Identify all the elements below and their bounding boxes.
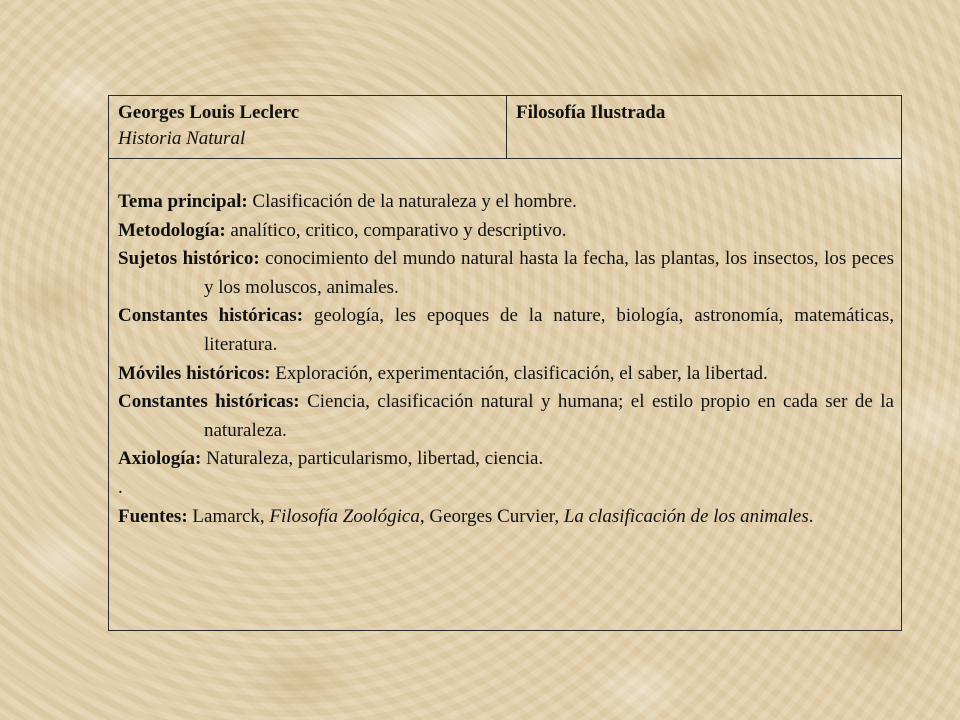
entry-constantes-historicas — [118, 302, 894, 359]
entry-label: Móviles históricos: — [118, 362, 271, 384]
entry-text: geología, les epoques de la nature, biología, astronomía, matemáticas, literatura. — [204, 305, 894, 355]
entry-text: Clasificación de la naturaleza y el hombre. — [247, 191, 577, 212]
entry-label: Axiología: — [118, 448, 202, 470]
entry-constantes-historicas-2 — [118, 388, 894, 445]
school-name: Filosofía Ilustrada — [516, 102, 666, 123]
entry-label: Sujetos histórico: — [118, 248, 260, 270]
entry-fuentes — [118, 503, 894, 532]
entry-text: Exploración, experimentación, clasificación, el saber, la libertad. — [270, 362, 768, 384]
entry-label: Tema principal: — [118, 191, 248, 212]
table-header-row — [109, 96, 901, 159]
entry-text: conocimiento del mundo natural hasta la fecha, las plantas, los insectos, los peces y los moluscos, animales. — [204, 248, 894, 298]
content-cell — [109, 159, 901, 630]
source-end: . — [808, 505, 814, 527]
entry-axiologia — [118, 445, 894, 474]
author-name: Georges Louis Leclerc — [118, 102, 300, 123]
entry-label: Constantes históricas: — [118, 305, 304, 327]
entry-metodologia — [118, 217, 894, 246]
entry-text: Naturaleza, particularismo, libertad, ciencia. — [201, 448, 544, 470]
source-title: Filosofía Zoológica — [269, 505, 420, 527]
entry-tema-principal — [118, 188, 894, 217]
source-title: La clasificación de los animales — [563, 505, 809, 527]
source-author: Lamarck, — [187, 505, 270, 527]
work-title: Historia Natural — [118, 128, 246, 149]
entry-text: Ciencia, clasificación natural y humana; el estilo propio en cada ser de la naturaleza. — [204, 391, 894, 441]
entry-moviles-historicos — [118, 360, 894, 389]
source-author: , Georges Curvier, — [419, 505, 564, 527]
entry-label: Metodología: — [118, 219, 226, 241]
author-cell — [109, 96, 507, 158]
entry-label: Constantes históricas: — [118, 391, 300, 413]
entry-label: Fuentes: — [118, 505, 188, 527]
school-cell — [507, 96, 901, 162]
entry-text: analítico, critico, comparativo y descriptivo. — [225, 219, 567, 241]
separator-dot: . — [118, 476, 123, 498]
info-table — [108, 95, 902, 631]
entry-sujetos-historico — [118, 245, 894, 302]
